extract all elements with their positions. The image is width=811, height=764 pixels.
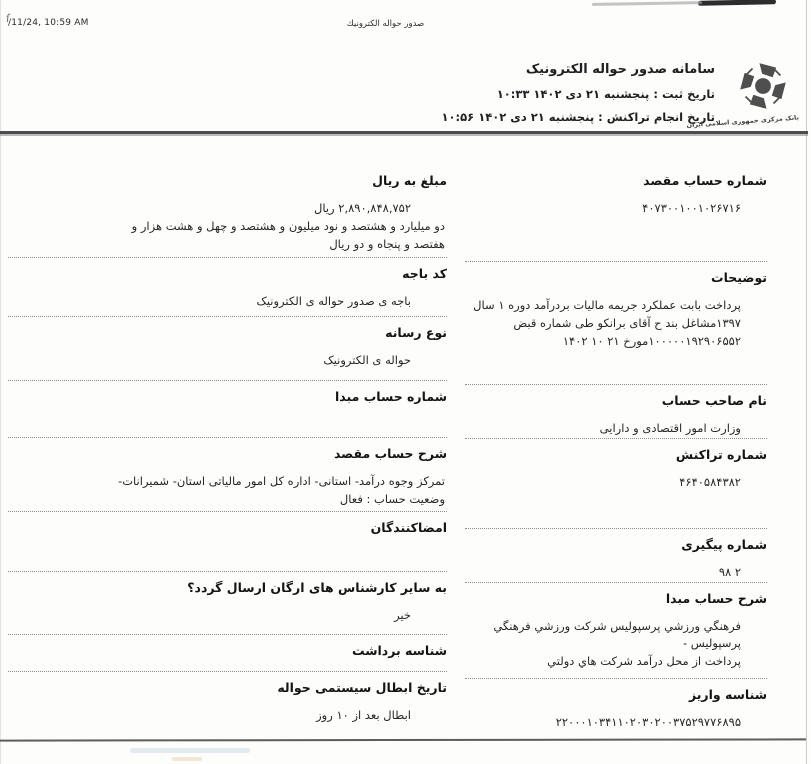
field-tracking-number <box>465 529 767 583</box>
field-value-line: ۱۳۹۷مشاغل بند ح آقای برانکو طی شماره قبض <box>513 315 741 330</box>
field-value-text: ابطال بعد از ۱۰ روز <box>316 708 411 722</box>
field-transaction-number <box>465 439 767 529</box>
field-destination-account-number <box>465 165 767 262</box>
field-value-text: ۴۶۴۰۵۸۴۳۸۲ <box>679 474 741 489</box>
field-value-line: فرهنگي ورزشي پرسپوليس شركت ورزشي فرهنگي پرسپوليس - <box>493 618 741 651</box>
field-send-to-other-experts <box>8 572 447 635</box>
field-value <box>465 420 767 438</box>
field-deposit-identifier <box>465 679 767 748</box>
field-label: شماره حساب مقصد <box>643 173 767 188</box>
field-value <box>465 200 767 218</box>
field-label: امضاکنندگان <box>370 520 447 535</box>
field-value <box>465 474 767 492</box>
field-value-text: ۴۰۷۳۰۰۱۰۰۱۰۲۶۷۱۶ <box>642 201 741 215</box>
field-value-text: ۹۸ ۲ <box>718 564 741 579</box>
field-media-type <box>8 317 447 381</box>
field-label: مبلغ به ریال <box>372 173 447 188</box>
header-text-block <box>442 58 715 133</box>
field-source-account-number <box>8 381 447 438</box>
field-value <box>8 607 447 625</box>
print-header <box>0 16 811 32</box>
field-label: نوع رسانه <box>385 325 447 340</box>
field-destination-account-description <box>8 438 447 512</box>
field-label: شناسه برداشت <box>351 643 447 658</box>
field-value-text: باجه ی صدور حواله ی الکترونیک <box>256 294 411 308</box>
document-header <box>442 58 799 133</box>
bank-logo-block <box>686 58 800 130</box>
field-value-text: وزارت امور اقتصادی و دارایی <box>599 421 741 435</box>
field-signatories <box>8 512 447 572</box>
field-value <box>8 200 447 218</box>
field-value-line: پرداخت بابت عملکرد جریمه مالیات بردرآمد دوره ۱ سال <box>473 298 741 312</box>
field-label: شرح حساب مقصد <box>333 446 447 461</box>
field-label: کد باجه <box>402 266 447 281</box>
bank-name-calligraphy: بانک مرکزی جمهوری اسلامی ایران <box>686 113 800 130</box>
header-divider-line <box>0 131 808 134</box>
field-label: شماره پیگیری <box>681 536 767 552</box>
field-booth-code <box>8 258 447 317</box>
right-column <box>465 165 767 748</box>
field-value-line: ۱۰۰۰۰۰۱۹۲۹۰۶۵۵۲مورخ ۲۱ ۱۰ ۱۴۰۲ <box>562 333 741 348</box>
field-label: توضیحات <box>711 270 767 285</box>
system-title: سامانه صدور حواله الکترونیک <box>525 62 715 77</box>
field-value <box>465 714 767 732</box>
field-value-line: تمرکز وجوه درآمد- استانی- اداره کل امور مالیاتی استان- شمیرانات- <box>118 474 445 488</box>
transaction-date: تاریخ انجام تراکنش : پنجشنبه ۲۱ دی ۱۴۰۲ ۱۰:۵۶ <box>441 110 715 124</box>
field-amount-in-rials <box>8 165 447 258</box>
print-page-title: صدور حواله الكترونيك <box>346 19 425 29</box>
field-value-text: خیر <box>394 608 411 622</box>
central-bank-iran-emblem-icon <box>735 58 791 114</box>
field-label: نام صاحب حساب <box>661 393 767 408</box>
scan-bottom-mark <box>172 757 202 761</box>
field-value <box>8 352 447 370</box>
field-value-line: پرداخت از محل درآمد شركت هاي دولتي <box>547 654 741 669</box>
field-value-text: ۲۲۰۰۰۱۰۳۴۱۱۰۲۰۳۰۲۰۰۳۷۵۲۹۷۷۶۸۹۵ <box>555 714 741 729</box>
field-value <box>465 564 767 582</box>
field-order-cancellation-date <box>8 672 447 741</box>
field-value-line: وضعیت حساب : فعال <box>339 491 445 506</box>
field-value-text: حواله ی الکترونیک <box>323 353 411 367</box>
field-description <box>465 262 767 385</box>
left-column <box>8 165 447 748</box>
field-value-line: هفتصد و پنجاه و دو ریال <box>329 236 445 251</box>
scan-smudge-light <box>592 1 702 6</box>
scan-smudge-dark <box>698 0 776 6</box>
field-label: شناسه واریز <box>688 686 767 702</box>
field-value-line: دو میلیارد و هشتصد و نود میلیون و هشتصد و چهل و هشت هزار و <box>131 218 445 233</box>
print-datetime: /11/24, 10:59 AM <box>8 18 89 28</box>
field-source-account-description <box>465 583 767 679</box>
field-value <box>8 707 447 725</box>
field-label: به سایر کارشناس های ارگان ارسال گردد؟ <box>187 580 447 595</box>
field-label: شماره حساب مبدا <box>335 389 447 404</box>
field-account-holder-name <box>465 385 767 439</box>
field-label: شرح حساب مبدا <box>665 590 767 606</box>
field-value-text: ۲,۸۹۰,۸۴۸,۷۵۲ ریال <box>313 201 411 215</box>
scan-bottom-smudge <box>130 748 250 753</box>
field-withdrawal-identifier <box>8 635 447 672</box>
form-content <box>0 165 811 748</box>
field-value <box>8 293 447 311</box>
field-label: شماره تراکنش <box>675 446 767 462</box>
scan-corner-mark: ſ <box>5 11 11 26</box>
field-label: تاریخ ابطال سیستمی حواله <box>277 680 447 695</box>
register-date: تاریخ ثبت : پنجشنبه ۲۱ دی ۱۴۰۲ ۱۰:۳۳ <box>496 87 715 101</box>
